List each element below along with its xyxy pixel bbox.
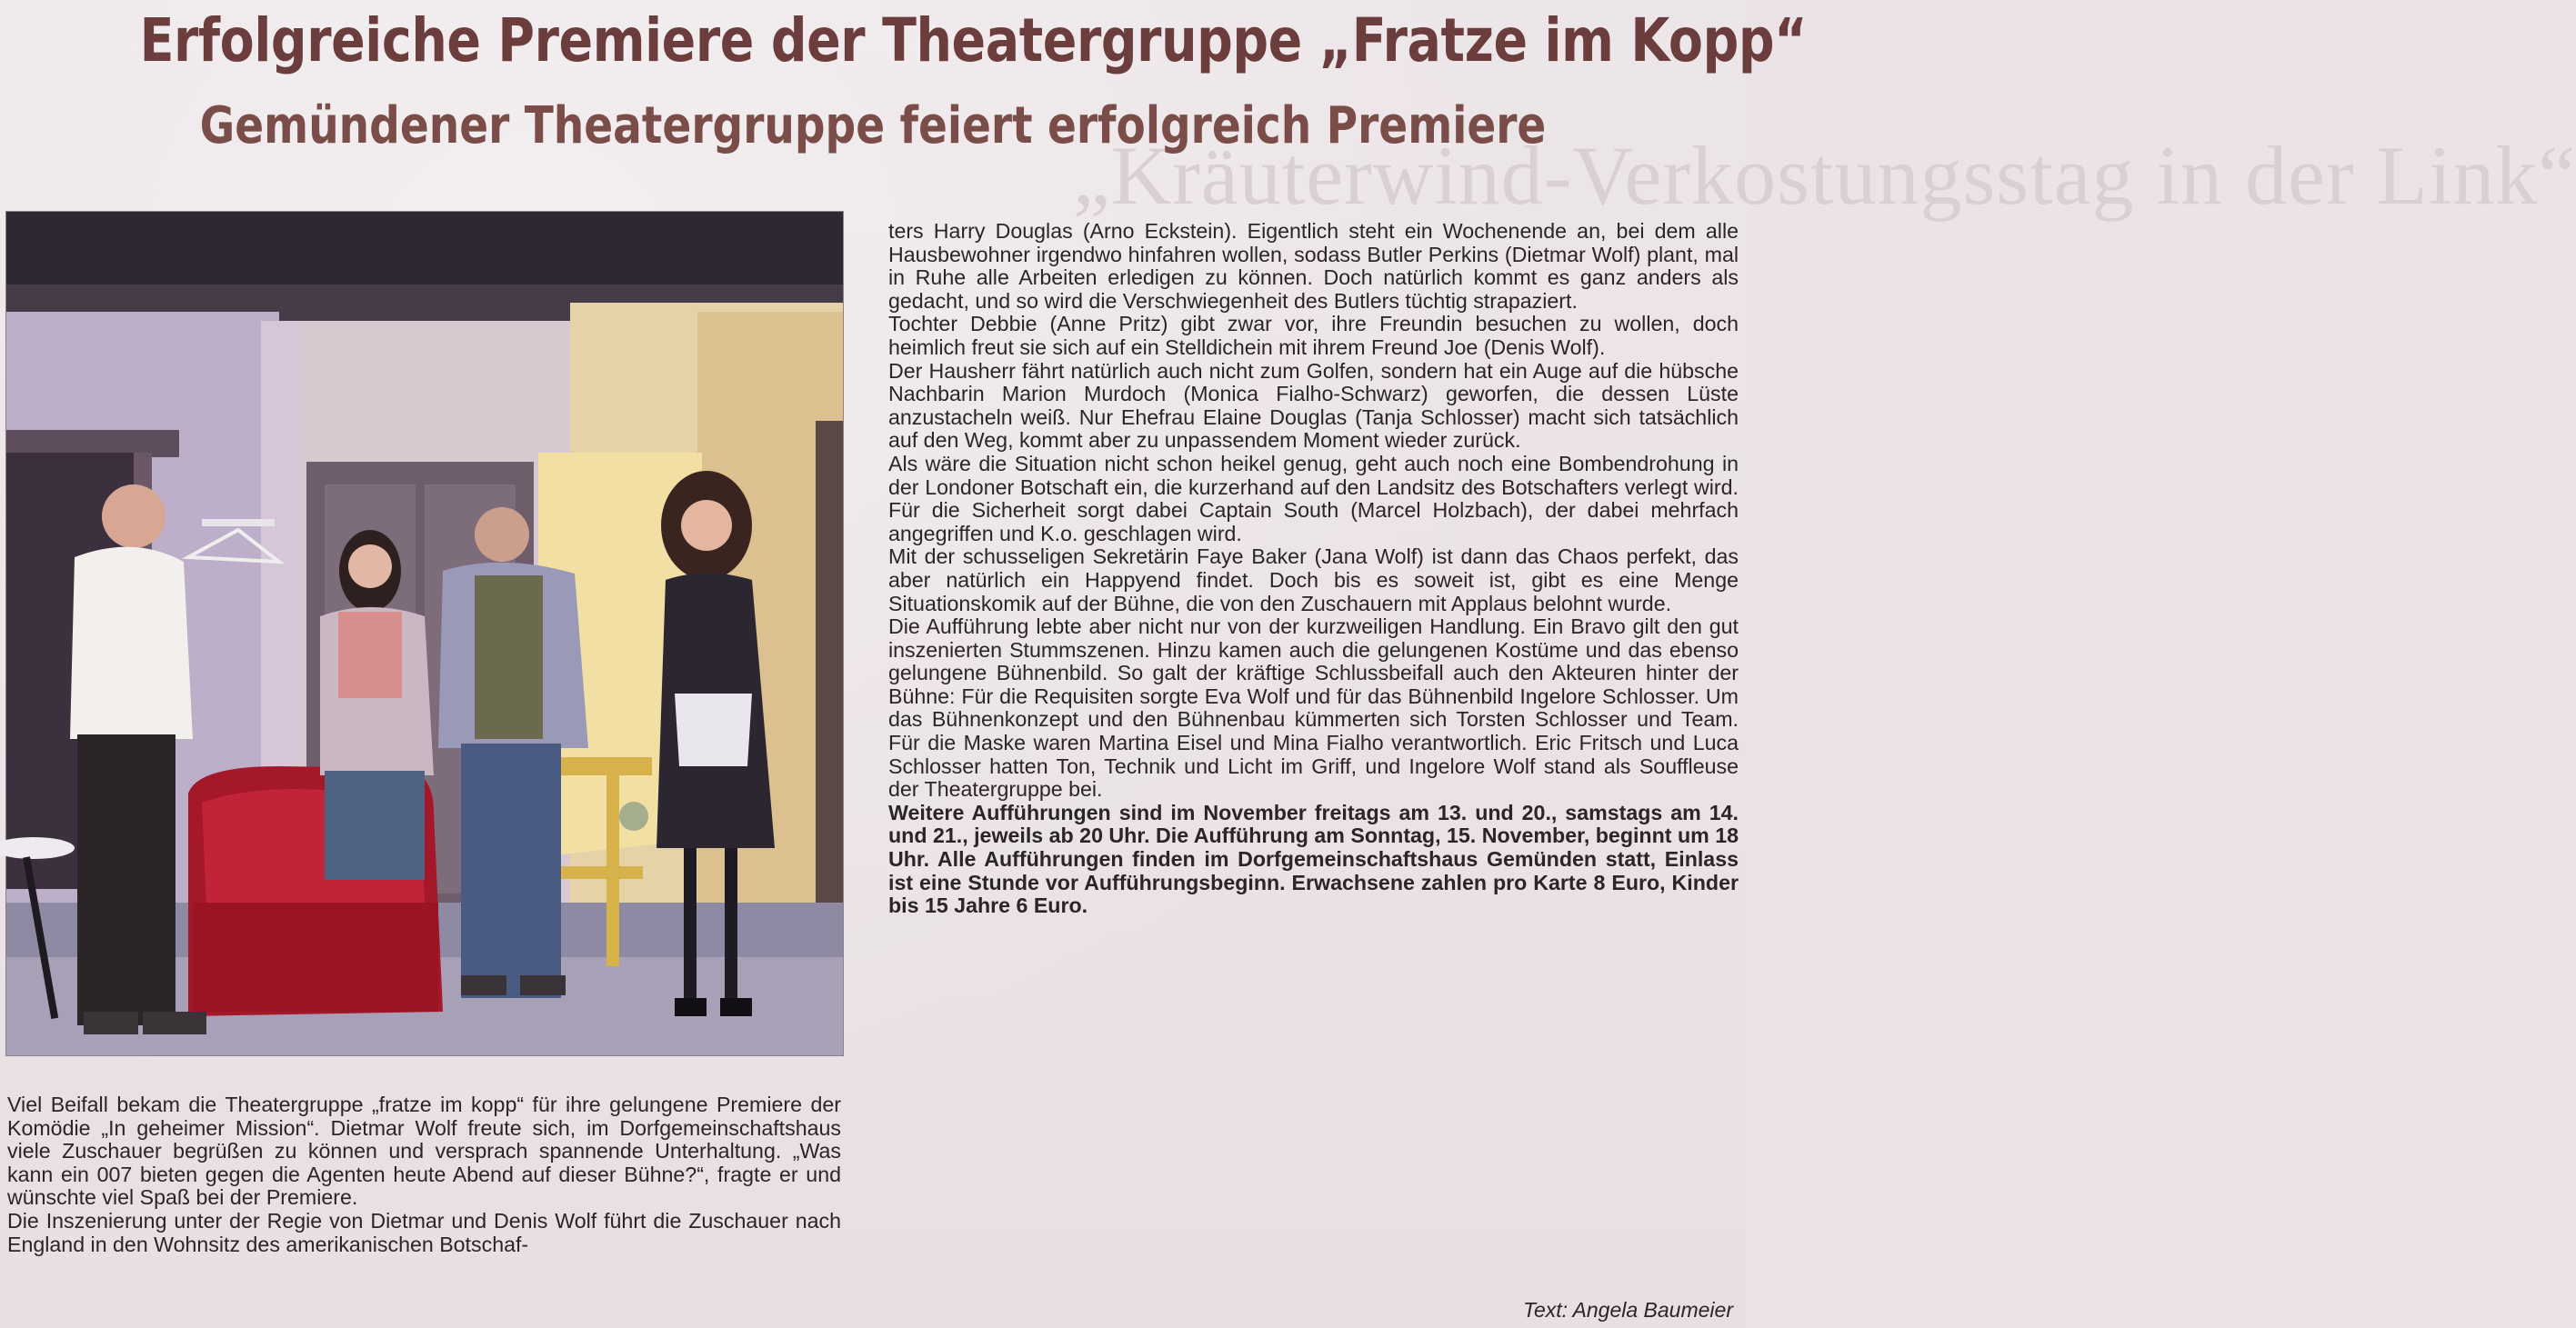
- caption-paragraph: Die Inszenierung unter der Regie von Dietmar und Denis Wolf führt die Zuschauer nach England in den Wohnsitz des amerikanischen Botschaf-: [7, 1208, 841, 1256]
- photo-caption-column: [7, 1093, 841, 1256]
- article-headline: Erfolgreiche Premiere der Theatergruppe „Fratze im Kopp“: [139, 5, 1808, 75]
- stage-scene-photo: [5, 211, 844, 1056]
- body-paragraph: ters Harry Douglas (Arno Eckstein). Eigentlich steht ein Wochenende an, bei dem alle Hausbewohner irgendwo hinfahren wollen, sodass Butler Perkins (Dietmar Wolf) plant, mal in Ruhe alle Arbeiten erledigen zu können. Doch natürlich kommt es ganz anders als gedacht, und so wird die Verschwiegenheit des Butlers tüchtig strapaziert.: [888, 219, 1739, 313]
- body-paragraph: Der Hausherr fährt natürlich auch nicht zum Golfen, sondern hat ein Auge auf die hübsche Nachbarin Marion Murdoch (Monica Fialho-Schwarz) geworfen, die dessen Lüste anzustacheln weiß. Nur Ehefrau Elaine Douglas (Tanja Schlosser) macht sich tatsächlich auf den Weg, kommt aber zu unpassendem Moment wieder zurück.: [888, 358, 1739, 453]
- article-subheadline: Gemündener Theatergruppe feiert erfolgreich Premiere: [199, 96, 1547, 155]
- performance-info-paragraph: Weitere Aufführungen sind im November freitags am 13. und 20., samstags am 14. und 21., jeweils ab 20 Uhr. Die Aufführung am Sonntag, 15. November, beginnt um 18 Uhr. Alle Aufführungen finden im Dorfgemeinschaftshaus Gemünden statt, Einlass ist eine Stunde vor Aufführungsbeginn. Erwachsene zahlen pro Karte 8 Euro, Kinder bis 15 Jahre 6 Euro.: [888, 800, 1739, 918]
- body-paragraph: Die Aufführung lebte aber nicht nur von der kurzweiligen Handlung. Ein Bravo gilt den gut inszenierten Stummszenen. Hinzu kamen auch die gelungenen Kostüme und das ebenso gelungene Bühnenbild. So galt der kräftige Schlussbeifall auch den Akteuren hinter der Bühne: Für die Requisiten sorgte Eva Wolf und für das Bühnenbild Ingelore Schlosser. Um das Bühnenkonzept und den Bühnenbau kümmerten sich Torsten Schlosser und Team. Für die Maske waren Martina Eisel und Mina Fialho verantwortlich. Eric Fritsch und Luca Schlosser hatten Ton, Technik und Licht im Griff, und Ingelore Wolf stand als Souffleuse der Theatergruppe bei.: [888, 614, 1739, 802]
- author-byline: Text: Angela Baumeier: [1523, 1298, 1733, 1322]
- body-paragraph: Mit der schusseligen Sekretärin Faye Baker (Jana Wolf) ist dann das Chaos perfekt, das aber natürlich ein Happyend findet. Doch bis es soweit ist, gibt es eine Menge Situationskomik auf der Bühne, die von den Zuschauern mit Applaus belohnt wurde.: [888, 544, 1739, 615]
- article-body-column: [888, 220, 1739, 918]
- body-paragraph: Tochter Debbie (Anne Pritz) gibt zwar vor, ihre Freundin besuchen zu wollen, doch heimlich freut sie sich auf ein Stelldichein mit ihrem Freund Joe (Denis Wolf).: [888, 312, 1739, 359]
- background-bleed-text: „Kräuterwind-Verkostungsstag in der Link“: [1073, 129, 2576, 222]
- caption-paragraph: Viel Beifall bekam die Theatergruppe „fratze im kopp“ für ihre gelungene Premiere der Komödie „In geheimer Mission“. Dietmar Wolf freute sich, im Dorfgemeinschaftshaus viele Zuschauer begrüßen zu können und versprach spannende Unterhaltung. „Was kann ein 007 bieten gegen die Agenten heute Abend auf dieser Bühne?“, fragte er und wünschte viel Spaß bei der Premiere.: [7, 1093, 841, 1210]
- body-paragraph: Als wäre die Situation nicht schon heikel genug, geht auch noch eine Bombendrohung in der Londoner Botschaft ein, die kurzerhand auf den Landsitz des Botschafters verlegt wird. Für die Sicherheit sorgt dabei Captain South (Marcel Holzbach), der dabei mehrfach angegriffen und K.o. geschlagen wird.: [888, 451, 1739, 545]
